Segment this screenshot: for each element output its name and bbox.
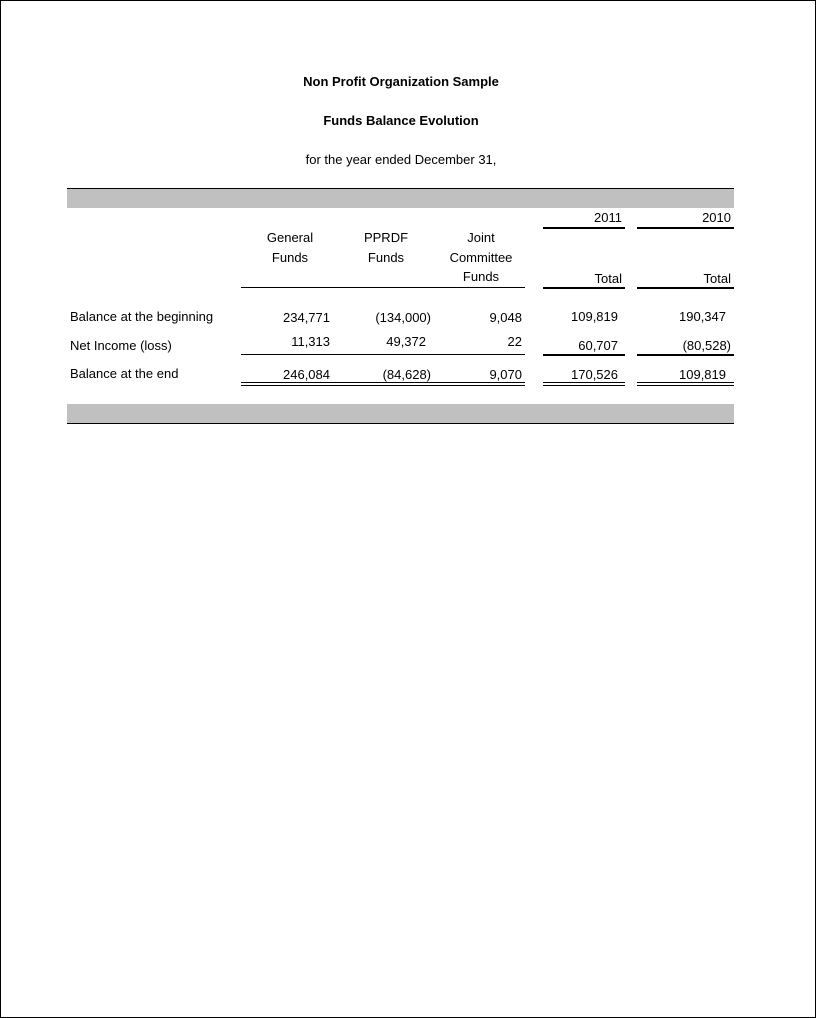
total-2010-underline (637, 287, 734, 289)
report-org-name: Non Profit Organization Sample (303, 74, 499, 89)
pprdf-funds-header-line1: PPRDF (363, 230, 409, 245)
row-label-net-income: Net Income (loss) (70, 338, 172, 353)
cell-netincome-joint: 22 (507, 334, 522, 349)
cell-end-pprdf: (84,628) (382, 367, 431, 382)
cell-netincome-pprdf: 49,372 (386, 334, 426, 349)
year-2010-underline (637, 227, 734, 229)
net-income-total-2011-underline (543, 354, 625, 356)
cell-end-joint: 9,070 (489, 367, 522, 382)
cell-beginning-joint: 9,048 (489, 310, 522, 325)
year-2010-header: 2010 (702, 210, 731, 225)
total-2010-header: Total (703, 271, 731, 286)
cell-end-total-2010: 109,819 (679, 367, 726, 382)
cell-beginning-total-2010: 190,347 (679, 309, 726, 324)
header-band (67, 188, 734, 208)
cell-beginning-pprdf: (134,000) (375, 310, 431, 325)
balance-end-total-2010-double-underline (637, 382, 734, 386)
report-title: Funds Balance Evolution (323, 113, 479, 128)
balance-end-funds-double-underline (241, 382, 525, 386)
row-label-balance-end: Balance at the end (70, 366, 179, 381)
net-income-total-2010-underline (637, 354, 734, 356)
cell-netincome-total-2010: (80,528) (682, 338, 731, 353)
total-2011-underline (543, 287, 625, 289)
general-funds-header-line2: Funds (271, 250, 309, 265)
net-income-funds-underline (241, 354, 525, 355)
year-2011-header: 2011 (594, 210, 622, 225)
cell-beginning-general: 234,771 (283, 310, 330, 325)
row-label-balance-beginning: Balance at the beginning (70, 309, 214, 324)
year-2011-underline (543, 227, 625, 229)
cell-netincome-total-2011: 60,707 (578, 338, 618, 353)
pprdf-funds-header-line2: Funds (367, 250, 405, 265)
footer-band (67, 404, 734, 424)
balance-end-total-2011-double-underline (543, 382, 625, 386)
report-period: for the year ended December 31, (305, 152, 497, 167)
total-2011-header: Total (594, 271, 622, 286)
joint-committee-header-line1: Joint (467, 230, 495, 245)
joint-committee-header-line2: Committee (449, 250, 513, 265)
cell-end-general: 246,084 (283, 367, 330, 382)
general-funds-header-line1: General (266, 230, 314, 245)
joint-committee-header-line3: Funds (462, 269, 500, 284)
cell-beginning-total-2011: 109,819 (571, 309, 618, 324)
cell-netincome-general: 11,313 (291, 334, 330, 349)
cell-end-total-2011: 170,526 (571, 367, 618, 382)
funds-header-underline (241, 287, 525, 288)
